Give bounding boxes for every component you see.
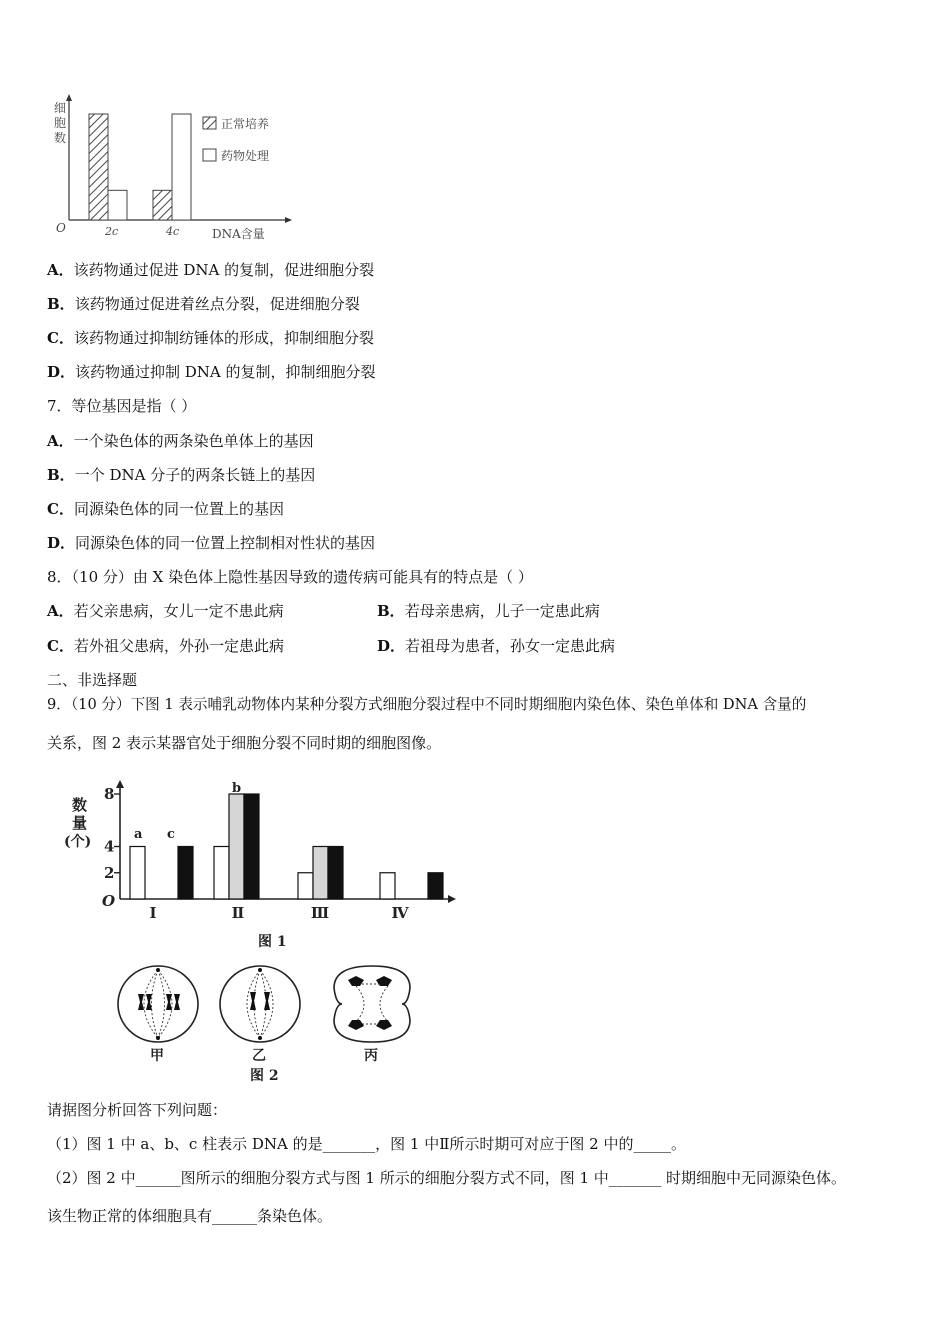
q8-option-b-key: B．: [377, 602, 405, 620]
chart2-bar-4-a: [380, 873, 395, 899]
q8-option-a: [47, 602, 284, 620]
chart2-xtick-4: Ⅳ: [391, 904, 409, 922]
q8-option-a-key: A．: [47, 602, 74, 620]
chart2-xtick-1: Ⅰ: [149, 904, 157, 922]
q9-sub2: （2）图 2 中______图所示的细胞分裂方式与图 1 所示的细胞分裂方式不同，图 1 中_______ 时期细胞中无同源染色体。: [47, 1169, 847, 1187]
q6-option-d: [47, 362, 376, 382]
q8-option-a-text: 若父亲患病，女儿一定不患此病: [73, 602, 284, 620]
chart2-xtick-3: Ⅲ: [310, 904, 330, 922]
chart1-bar-4c-normal: [153, 190, 172, 220]
cell-yi: [220, 966, 300, 1042]
q6-option-b: [47, 294, 360, 314]
q6-option-a: [47, 260, 374, 280]
chart1-ylabel-3: 数: [54, 131, 67, 145]
q9-prompt: 请据图分析回答下列问题：: [47, 1101, 228, 1119]
figure2-cells: [110, 958, 430, 1086]
cell-label-yi: 乙: [252, 1048, 266, 1064]
q6-option-c: [47, 328, 374, 348]
chart2-bar-label-c: c: [167, 827, 175, 842]
legend-swatch-drug: [203, 149, 216, 161]
q6-option-c-text: 该药物通过抑制纺锤体的形成，抑制细胞分裂: [73, 329, 374, 347]
q8-option-b: [377, 601, 600, 621]
chart2-bar-1-c: [178, 847, 193, 900]
chart1-xtick-4c: 4c: [166, 225, 180, 238]
chart2-bar-2-a: [214, 847, 229, 900]
chart2-bar-3-a: [298, 873, 313, 899]
figure2-title: 图 2: [250, 1068, 279, 1084]
q7-option-a-text: 一个染色体的两条染色单体上的基因: [73, 432, 314, 450]
q6-option-d-text: 该药物通过抑制 DNA 的复制，抑制细胞分裂: [75, 363, 376, 381]
chart2-ytick-4: 4: [104, 837, 115, 856]
chart2-origin: O: [102, 892, 116, 910]
chart2-ytick-8: 8: [104, 785, 115, 803]
chart2-ylabel-line1: 数: [72, 796, 88, 814]
cell-jia: [118, 966, 198, 1042]
q7-option-b: [47, 465, 315, 485]
chart2-title: 图 1: [258, 934, 287, 950]
q8-option-d-key: D．: [377, 637, 406, 655]
cell-label-jia: 甲: [150, 1048, 164, 1064]
q7-option-d-text: 同源染色体的同一位置上控制相对性状的基因: [75, 534, 376, 552]
q7-option-d-key: D．: [47, 534, 76, 552]
q8-option-c-key: C．: [47, 637, 74, 655]
chart1-bar-2c-normal: [89, 114, 108, 220]
chart2-ylabel-line2: 量: [72, 814, 88, 832]
q7-option-a: [47, 431, 314, 451]
q9-stem-line1: 9．（10 分）下图 1 表示哺乳动物体内某种分裂方式细胞分裂过程中不同时期细胞内染色体、染色单体和 DNA 含量的: [47, 696, 807, 713]
legend-label-drug: 药物处理: [221, 149, 270, 163]
chart1-xlabel: DNA含量: [212, 227, 265, 241]
chart2-ylabel-line3: (个): [64, 834, 92, 850]
q8-options-row2: [47, 636, 907, 656]
chart1-ylabel-1: 细: [54, 101, 67, 115]
q6-option-c-key: C．: [47, 329, 74, 347]
q7-option-c-key: C．: [47, 500, 74, 518]
chart2-ytick-2: 2: [104, 863, 115, 882]
chart2-bar-3-b: [313, 847, 328, 900]
q8-stem: 8．（10 分）由 X 染色体上隐性基因导致的遗传病可能具有的特点是（ ）: [47, 568, 533, 586]
q8-option-c: [47, 637, 284, 655]
chart1-bar-4c-drug: [172, 114, 191, 220]
q8-option-d-text: 若祖母为患者，孙女一定患此病: [405, 637, 616, 655]
q8-options-row1: [47, 601, 907, 621]
q8-option-d: [377, 636, 615, 656]
cell-label-bing: 丙: [364, 1048, 378, 1064]
q6-option-b-key: B．: [47, 295, 75, 313]
q9-sub1: （1）图 1 中 a、b、c 柱表示 DNA 的是_______，图 1 中Ⅱ所示时期可对应于图 2 中的_____。: [47, 1135, 686, 1153]
legend-label-normal: 正常培养: [221, 117, 270, 131]
q9-sub3: 该生物正常的体细胞具有______条染色体。: [47, 1207, 333, 1225]
cell-bing: [334, 966, 410, 1042]
q7-option-a-key: A．: [47, 432, 74, 450]
q7-option-c-text: 同源染色体的同一位置上的基因: [73, 500, 284, 518]
chart1-bar-2c-drug: [108, 190, 127, 220]
chart2-bar-3-c: [328, 847, 343, 900]
chart1-origin: O: [56, 221, 66, 235]
chart2-bar-label-a: a: [134, 827, 143, 842]
chart2-bar-1-a: [130, 847, 145, 900]
q8-option-c-text: 若外祖父患病，外孙一定患此病: [73, 637, 284, 655]
chart2-bar-4-c: [428, 873, 443, 899]
q7-option-b-text: 一个 DNA 分子的两条长链上的基因: [74, 466, 316, 484]
q7-option-b-key: B．: [47, 466, 75, 484]
q8-option-b-text: 若母亲患病，儿子一定患此病: [404, 602, 600, 620]
chart1-xtick-2c: 2c: [105, 225, 119, 238]
chart2-bar-label-b: b: [232, 781, 242, 796]
q7-stem: 7．等位基因是指（ ）: [47, 397, 197, 415]
q7-option-c: [47, 499, 284, 519]
q6-option-d-key: D．: [47, 363, 76, 381]
chart2-bar-2-c: [244, 794, 259, 899]
q6-option-b-text: 该药物通过促进着丝点分裂，促进细胞分裂: [74, 295, 360, 313]
dna-content-chart: [48, 92, 298, 244]
q7-option-d: [47, 533, 375, 553]
legend-swatch-normal: [203, 117, 216, 129]
q9-stem-line2: 关系，图 2 表示某器官处于细胞分裂不同时期的细胞图像。: [47, 734, 442, 752]
chart1-ylabel-2: 胞: [54, 116, 67, 130]
section-title: 二、非选择题: [47, 671, 138, 689]
figure1-chart: [58, 780, 458, 952]
q6-option-a-key: A．: [47, 261, 74, 279]
chart2-bar-2-b: [229, 794, 244, 899]
q6-option-a-text: 该药物通过促进 DNA 的复制，促进细胞分裂: [73, 261, 375, 279]
chart2-xtick-2: Ⅱ: [231, 904, 245, 922]
